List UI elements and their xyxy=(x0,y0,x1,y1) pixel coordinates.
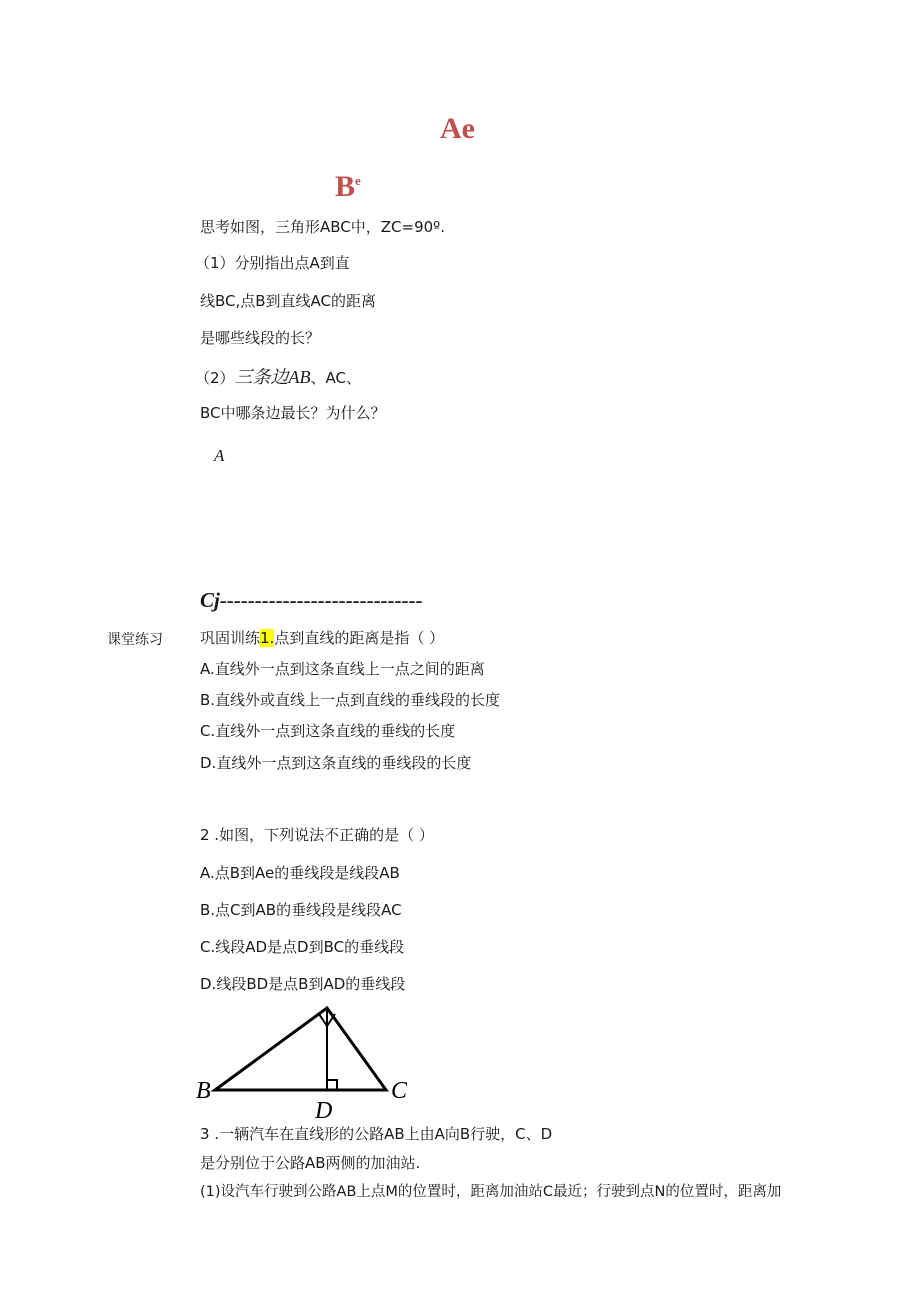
q1-number: 1. xyxy=(260,629,275,647)
q2-option-b: B.点C到AB的垂线段是线段AC xyxy=(200,901,402,919)
think-q1-line2: 线BC,点B到直线AC的距离 xyxy=(200,292,377,310)
q2-option-d: D.线段BD是点B到AD的垂线段 xyxy=(200,975,406,993)
q2-triangle-figure xyxy=(190,1000,430,1120)
think-intro: 思考如图，三角形ABC中，ZC=90º. xyxy=(200,218,446,236)
heading-be xyxy=(335,170,361,204)
q1-option-d: D.直线外一点到这条直线的垂线段的长度 xyxy=(200,754,472,772)
think-q2-line1 xyxy=(195,363,361,389)
triangle-abc xyxy=(215,1008,386,1090)
q1-stem-text: 点到直线的距离是指（ ） xyxy=(274,629,445,647)
heading-be-sup: e xyxy=(355,173,361,188)
label-d: D xyxy=(315,1098,333,1120)
heading-ae: Ae xyxy=(440,112,475,145)
section-label: 课堂练习 xyxy=(107,632,163,648)
label-b: B xyxy=(196,1078,211,1104)
q2-option-a: A.点B到Ae的垂线段是线段AB xyxy=(200,864,400,882)
think-q1-line1: （1）分别指出点A到直 xyxy=(195,254,350,272)
q1-stem xyxy=(200,627,444,648)
q1-prefix: 巩固训练 xyxy=(200,629,261,647)
think-q2-prefix: （2） xyxy=(195,369,235,387)
q1-option-a: A.直线外一点到这条直线上一点之间的距离 xyxy=(200,660,485,678)
think-q2-line2: BC中哪条边最长？为什么？ xyxy=(200,404,386,422)
label-c: C xyxy=(391,1078,408,1104)
think-figure-label-a: A xyxy=(214,446,225,465)
think-q2-italic: 三条边AB xyxy=(234,367,311,387)
q3-line1: 3 .一辆汽车在直线形的公路AB上由A向B行驶，C、D xyxy=(200,1125,553,1143)
q2-stem: 2 .如图，下列说法不正确的是（ ） xyxy=(200,826,434,844)
q3-line2: 是分别位于公路AB两侧的加油站. xyxy=(200,1154,421,1172)
cj-line: Cj----------------------------- xyxy=(200,588,423,612)
q1-option-b: B.直线外或直线上一点到直线的垂线段的长度 xyxy=(200,691,501,709)
think-q1-line3: 是哪些线段的长？ xyxy=(200,329,321,347)
q1-option-c: C.直线外一点到这条直线的垂线的长度 xyxy=(200,722,456,740)
think-q2-suffix: 、AC、 xyxy=(310,369,362,387)
q2-option-c: C.线段AD是点D到BC的垂线段 xyxy=(200,938,405,956)
heading-be-letter: B xyxy=(335,170,356,203)
q3-line3: (1)设汽车行驶到公路AB上点M的位置时，距离加油站C最近；行驶到点N的位置时，距离加 xyxy=(200,1184,782,1200)
